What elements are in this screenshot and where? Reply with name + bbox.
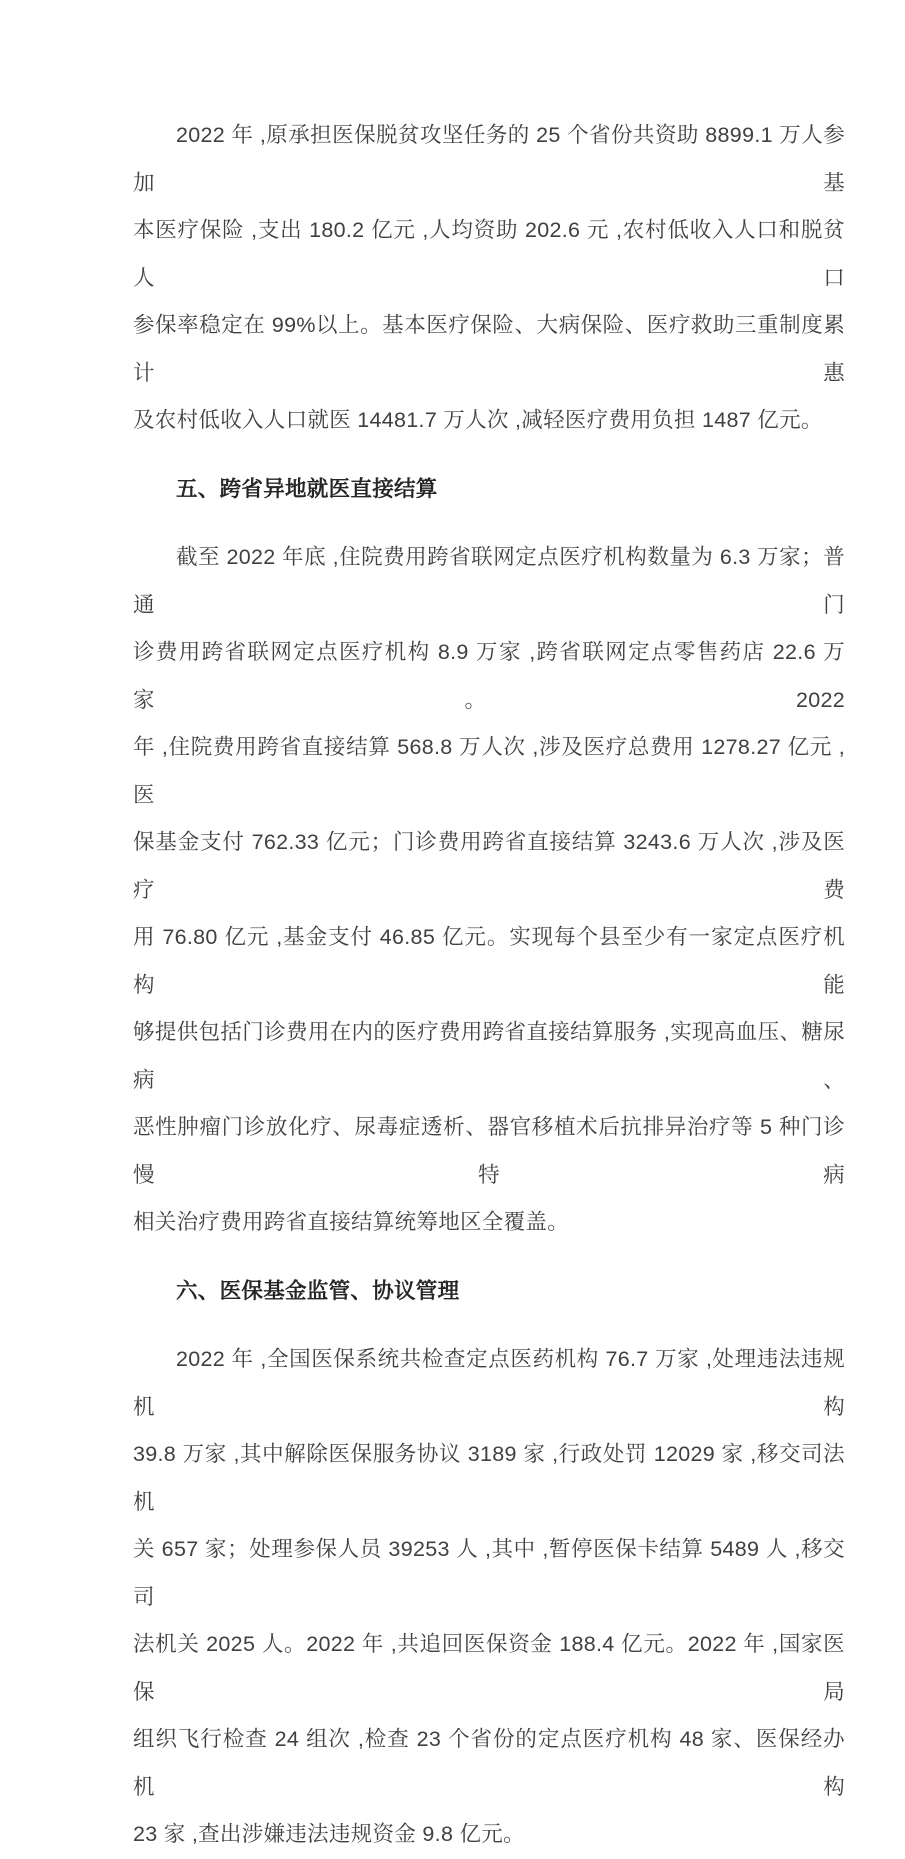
text-line: 2022 年 ,原承担医保脱贫攻坚任务的 25 个省份共资助 8899.1 万人参加基: [133, 123, 845, 195]
document-content: [133, 112, 845, 1859]
text-line: 本医疗保险 ,支出 180.2 亿元 ,人均资助 202.6 元 ,农村低收入人口和脱贫人口: [133, 218, 845, 290]
text-line: 及农村低收入人口就医 14481.7 万人次 ,减轻医疗费用负担 1487 亿元。: [133, 408, 823, 432]
text-line: 年 ,住院费用跨省直接结算 568.8 万人次 ,涉及医疗总费用 1278.27 亿元 ,医: [133, 735, 845, 807]
text-line: 相关治疗费用跨省直接结算统筹地区全覆盖。: [133, 1210, 570, 1234]
text-line: 39.8 万家 ,其中解除医保服务协议 3189 家 ,行政处罚 12029 家 ,移交司法机: [133, 1442, 845, 1514]
text-line: 截至 2022 年底 ,住院费用跨省联网定点医疗机构数量为 6.3 万家；普通门: [133, 545, 845, 617]
text-line: 法机关 2025 人。2022 年 ,共追回医保资金 188.4 亿元。2022 年 ,国家医保局: [133, 1632, 845, 1704]
text-line: 23 家 ,查出涉嫌违法违规资金 9.8 亿元。: [133, 1822, 525, 1846]
paragraph-poverty-relief-assistance: [133, 112, 845, 445]
paragraph-fund-supervision: [133, 1336, 845, 1859]
section-6-heading: 六、医保基金监管、协议管理: [176, 1278, 460, 1303]
text-line: 参保率稳定在 99%以上。基本医疗保险、大病保险、医疗救助三重制度累计惠: [133, 313, 845, 385]
paragraph-cross-province-settlement: [133, 534, 845, 1247]
text-line: 保基金支付 762.33 亿元；门诊费用跨省直接结算 3243.6 万人次 ,涉及医疗费: [133, 830, 845, 902]
section-5-heading: 五、跨省异地就医直接结算: [176, 476, 438, 501]
text-line: 组织飞行检查 24 组次 ,检查 23 个省份的定点医疗机构 48 家、医保经办机构: [133, 1727, 845, 1799]
text-line: 诊费用跨省联网定点医疗机构 8.9 万家 ,跨省联网定点零售药店 22.6 万家。2022: [133, 640, 845, 712]
text-line: 2022 年 ,全国医保系统共检查定点医药机构 76.7 万家 ,处理违法违规机构: [133, 1347, 845, 1419]
text-line: 用 76.80 亿元 ,基金支付 46.85 亿元。实现每个县至少有一家定点医疗机构能: [133, 925, 845, 997]
text-line: 恶性肿瘤门诊放化疗、尿毒症透析、器官移植术后抗排异治疗等 5 种门诊慢特病: [133, 1115, 845, 1187]
text-line: 关 657 家；处理参保人员 39253 人 ,其中 ,暂停医保卡结算 5489 人 ,移交司: [133, 1537, 845, 1609]
text-line: 够提供包括门诊费用在内的医疗费用跨省直接结算服务 ,实现高血压、糖尿病、: [133, 1020, 845, 1092]
